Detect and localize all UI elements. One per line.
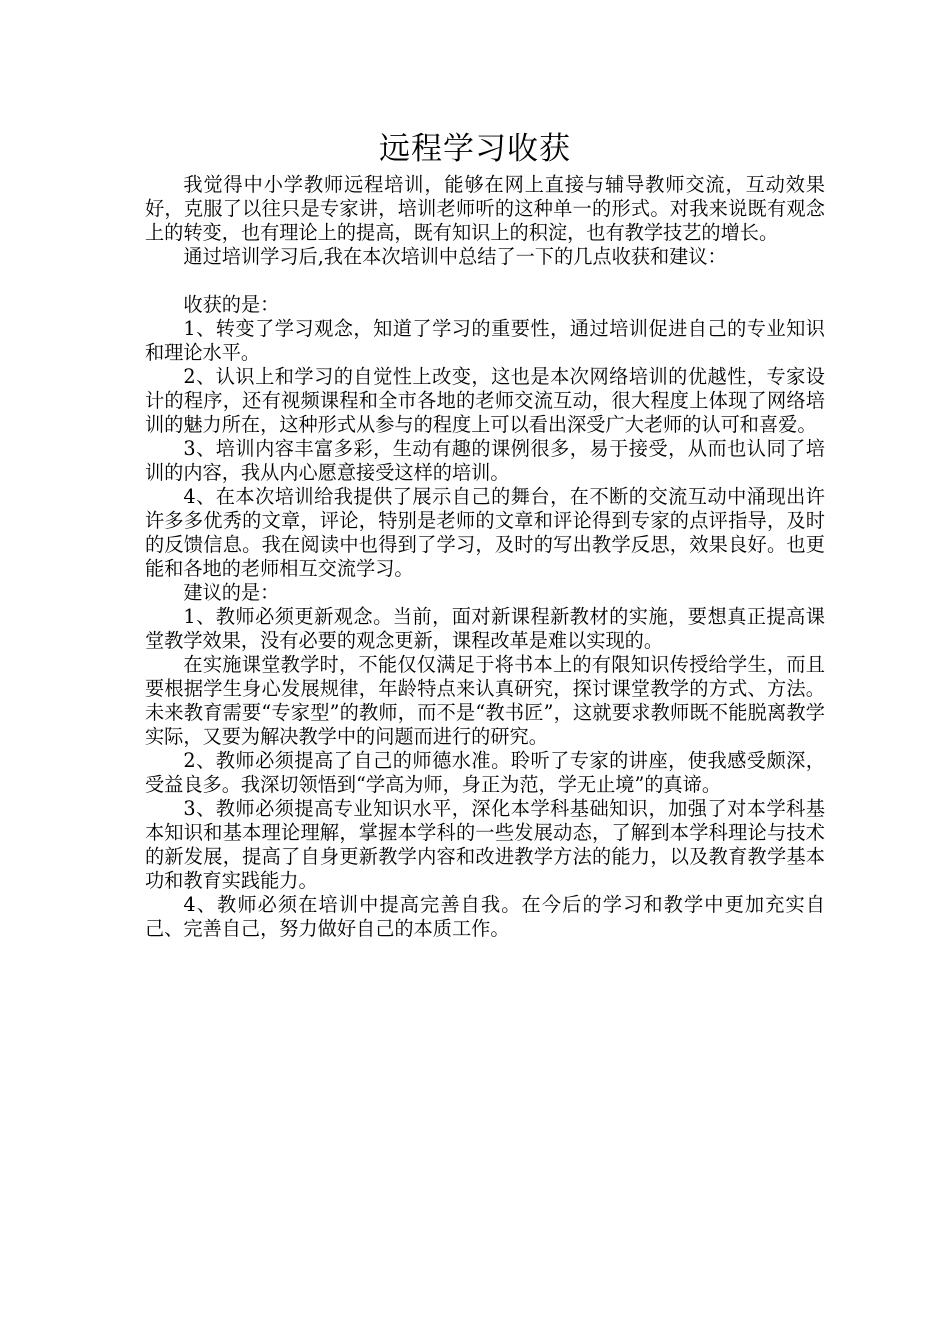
suggestion-item-4: 4、教师必须在培训中提高完善自我。在今后的学习和教学中更加充实自己、完善自己，努力做好自己的本质工作。 <box>145 893 825 940</box>
suggestion-item-1: 1、教师必须更新观念。当前，面对新课程新教材的实施，要想真正提高课堂教学效果，没有必要的观念更新，课程改革是难以实现的。 <box>145 605 825 652</box>
suggestion-item-3: 3、教师必须提高专业知识水平，深化本学科基础知识，加强了对本学科基本知识和基本理论理解，掌握本学科的一些发展动态，了解到本学科理论与技术的新发展，提高了自身更新教学内容和改进教学方法的能力，以及教育教学基本功和教育实践能力。 <box>145 797 825 892</box>
gain-item-1: 1、转变了学习观念，知道了学习的重要性，通过培训促进自己的专业知识和理论水平。 <box>145 317 825 364</box>
gain-item-4: 4、在本次培训给我提供了展示自己的舞台，在不断的交流互动中涌现出许许多多优秀的文章，评论，特别是老师的文章和评论得到专家的点评指导，及时的反馈信息。我在阅读中也得到了学习，及时的写出教学反思，效果良好。也更能和各地的老师相互交流学习。 <box>145 485 825 580</box>
document-title: 远程学习收获 <box>379 131 571 167</box>
suggestion-item-1-detail: 在实施课堂教学时，不能仅仅满足于将书本上的有限知识传授给学生，而且要根据学生身心发展规律，年龄特点来认真研究，探讨课堂教学的方式、方法。未来教育需要“专家型”的教师，而不是“教书匠”，这就要求教师既不能脱离教学实际，又要为解决教学中的问题而进行的研究。 <box>145 653 825 748</box>
paragraph-intro: 我觉得中小学教师远程培训，能够在网上直接与辅导教师交流，互动效果好，克服了以往只是专家讲，培训老师听的这种单一的形式。对我来说既有观念上的转变，也有理论上的提高，既有知识上的积淀，也有教学技艺的增长。 <box>145 173 825 244</box>
paragraph-summary-lead: 通过培训学习后,我在本次培训中总结了一下的几点收获和建议： <box>183 245 727 268</box>
gain-item-2: 2、认识上和学习的自觉性上改变，这也是本次网络培训的优越性，专家设计的程序，还有视频课程和全市各地的老师交流互动，很大程度上体现了网络培训的魅力所在，这种形式从参与的程度上可以看出深受广大老师的认可和喜爱。 <box>145 365 825 436</box>
gain-item-3: 3、培训内容丰富多彩，生动有趣的课例很多，易于接受，从而也认同了培训的内容，我从内心愿意接受这样的培训。 <box>145 437 825 484</box>
heading-gains: 收获的是： <box>183 293 280 316</box>
heading-suggestions: 建议的是： <box>183 581 280 604</box>
blank-line <box>145 269 825 293</box>
suggestion-item-2: 2、教师必须提高了自己的师德水准。聆听了专家的讲座，使我感受颇深，受益良多。我深切领悟到“学高为师，身正为范，学无止境”的真谛。 <box>145 749 825 796</box>
document-body <box>145 173 825 941</box>
